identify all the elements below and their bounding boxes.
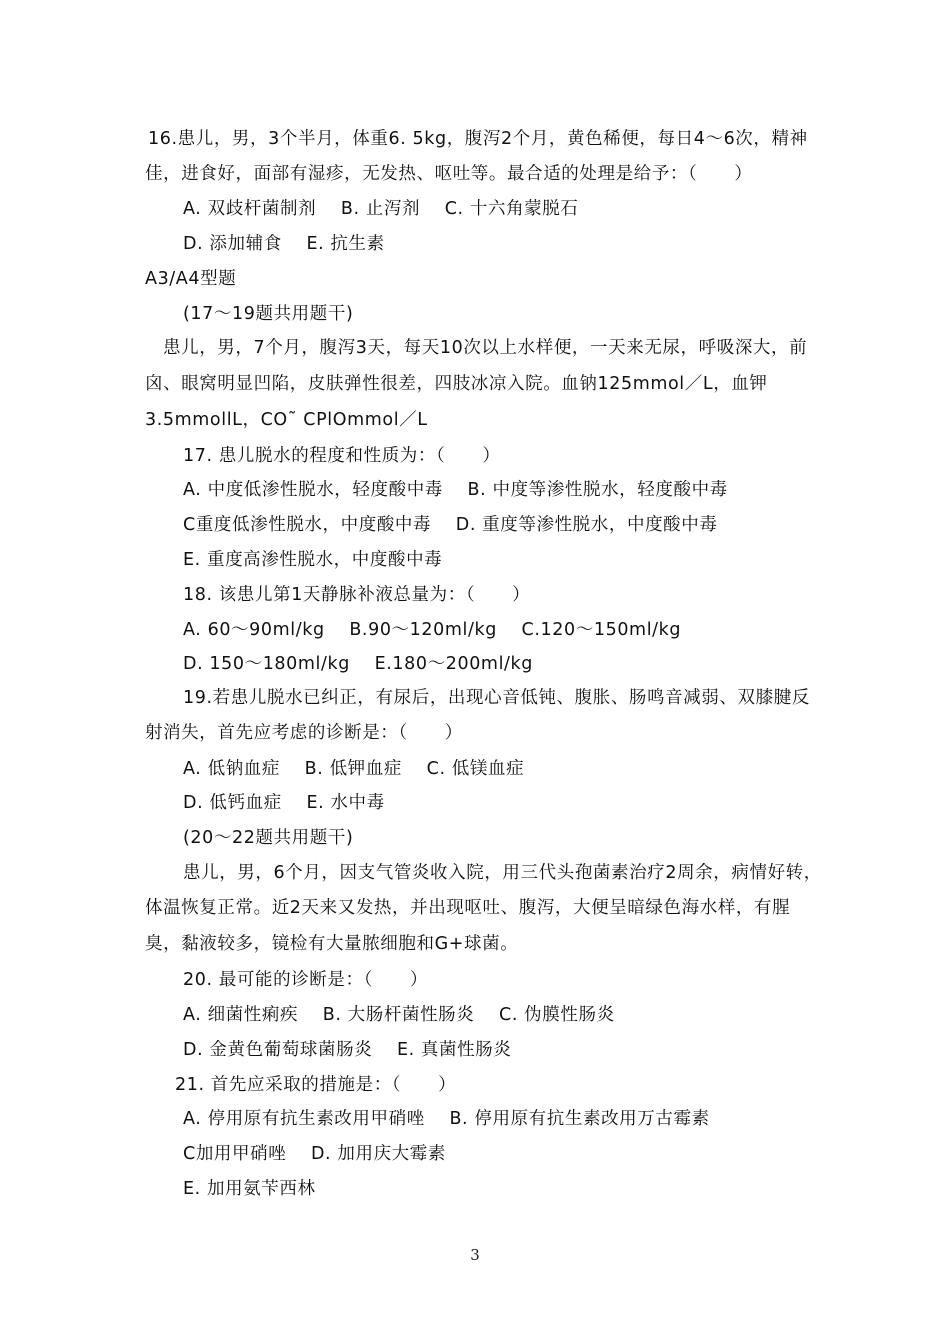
question-17-stem: 17. 患儿脱水的程度和性质为：（ ） bbox=[183, 446, 501, 466]
question-17-options-line-3: E. 重度高渗性脱水，中度酸中毒 bbox=[183, 550, 443, 570]
group-1-label: (17～19题共用题干) bbox=[183, 304, 354, 324]
page-number: 3 bbox=[470, 1246, 480, 1264]
question-16-options-line-2: D. 添加辅食 E. 抗生素 bbox=[183, 234, 385, 254]
question-16-stem-line-1: 16.患儿，男，3个半月，体重6. 5kg，腹泻2个月，黄色稀便，每日4～6次，精神 bbox=[148, 129, 808, 149]
question-20-options-line-2: D. 金黄色葡萄球菌肠炎 E. 真菌性肠炎 bbox=[183, 1040, 512, 1060]
question-19-options-line-2: D. 低钙血症 E. 水中毒 bbox=[183, 793, 385, 813]
question-17-options-line-2: C重度低渗性脱水，中度酸中毒 D. 重度等渗性脱水，中度酸中毒 bbox=[183, 515, 718, 535]
question-19-stem-line-2: 射消失，首先应考虑的诊断是：（ ） bbox=[145, 723, 463, 743]
question-19-options-line-1: A. 低钠血症 B. 低钾血症 C. 低镁血症 bbox=[183, 759, 525, 779]
question-19-stem-line-1: 19.若患儿脱水已纠正，有尿后，出现心音低钝、腹胀、肠鸣音减弱、双膝腱反 bbox=[183, 688, 810, 708]
group-2-case-line-1: 患儿，男，6个月，因支气管炎收入院，用三代头孢菌素治疗2周余，病情好转， bbox=[183, 863, 822, 883]
section-heading: A3/A4型题 bbox=[145, 269, 237, 289]
group-1-case-line-1: 患儿，男，7个月，腹泻3天，每天10次以上水样便，一天来无尿，呼吸深大，前 bbox=[163, 338, 808, 358]
question-18-stem: 18. 该患儿第1天静脉补液总量为：（ ） bbox=[183, 585, 531, 605]
group-2-case-line-3: 臭，黏液较多，镜检有大量脓细胞和G+球菌。 bbox=[145, 934, 519, 954]
question-17-options-line-1: A. 中度低渗性脱水，轻度酸中毒 B. 中度等渗性脱水，轻度酸中毒 bbox=[183, 480, 728, 500]
question-21-options-line-3: E. 加用氨苄西林 bbox=[183, 1179, 316, 1199]
question-16-stem-line-2: 佳，进食好，面部有湿疹，无发热、呕吐等。最合适的处理是给予：（ ） bbox=[145, 164, 753, 184]
group-1-case-line-3: 3.5mmollL，CO˜ CPlOmmol／L bbox=[145, 410, 428, 430]
question-18-options-line-1: A. 60～90ml/kg B.90～120ml/kg C.120～150ml/kg bbox=[183, 620, 682, 640]
question-18-options-line-2: D. 150～180ml/kg E.180～200ml/kg bbox=[183, 654, 533, 674]
question-16-options-line-1: A. 双歧杆菌制剂 B. 止泻剂 C. 十六角蒙脱石 bbox=[183, 199, 579, 219]
question-20-options-line-1: A. 细菌性痢疾 B. 大肠杆菌性肠炎 C. 伪膜性肠炎 bbox=[183, 1005, 615, 1025]
question-21-options-line-2: C加用甲硝唑 D. 加用庆大霉素 bbox=[183, 1144, 446, 1164]
group-2-case-line-2: 体温恢复正常。近2天来又发热，并出现呕吐、腹泻，大便呈暗绿色海水样，有腥 bbox=[145, 898, 791, 918]
question-20-stem: 20. 最可能的诊断是：（ ） bbox=[183, 970, 429, 990]
group-2-label: (20～22题共用题干) bbox=[183, 828, 354, 848]
question-21-options-line-1: A. 停用原有抗生素改用甲硝唑 B. 停用原有抗生素改用万古霉素 bbox=[183, 1109, 710, 1129]
question-21-stem: 21. 首先应采取的措施是：（ ） bbox=[175, 1075, 457, 1095]
group-1-case-line-2: 囟、眼窝明显凹陷，皮肤弹性很差，四肢冰凉入院。血钠125mmol／L，血钾 bbox=[145, 374, 768, 394]
